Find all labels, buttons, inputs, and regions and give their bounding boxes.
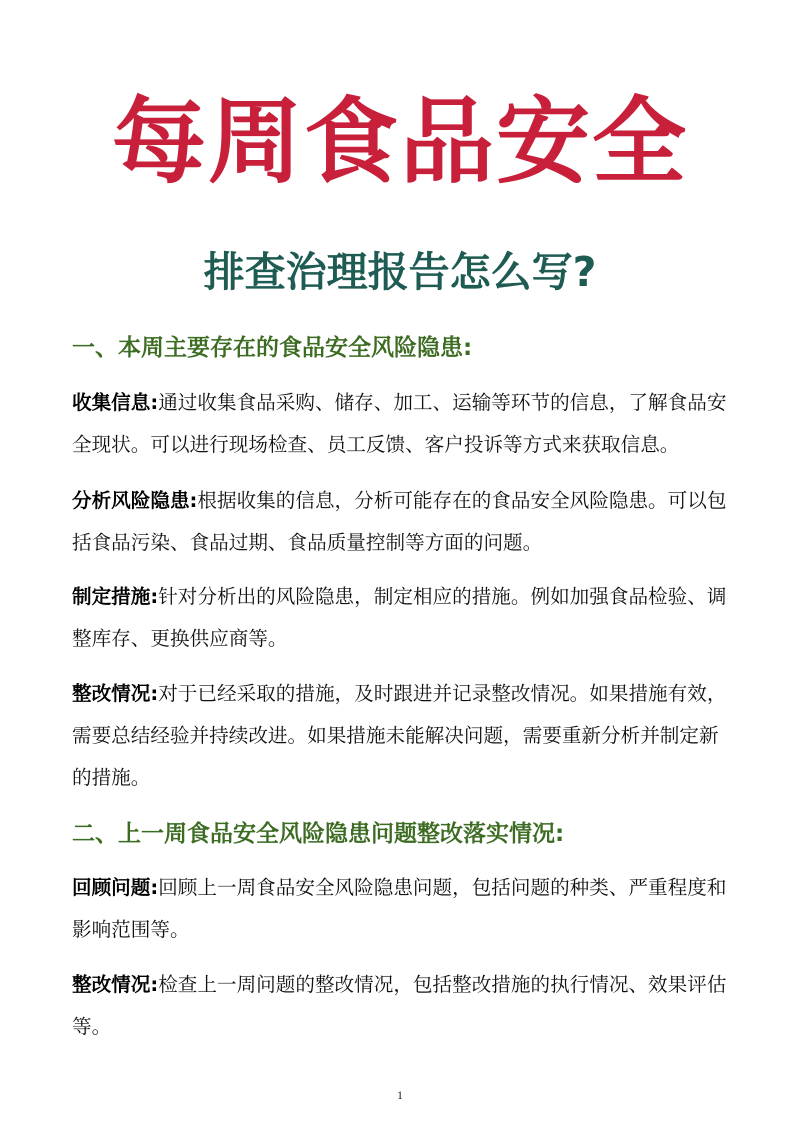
paragraph-text: 回顾上一周食品安全风险隐患问题，包括问题的种类、严重程度和影响范围等。: [72, 876, 727, 941]
paragraph-rectification: [72, 673, 732, 799]
paragraph-rectification-check: [72, 964, 732, 1048]
paragraph-lead: 收集信息:: [72, 391, 159, 414]
paragraph-lead: 整改情况:: [72, 682, 159, 705]
page-subtitle: 排查治理报告怎么写?: [203, 248, 597, 296]
page-title: 每周食品安全: [111, 88, 688, 197]
page-number: 1: [397, 1088, 403, 1102]
paragraph-lead: 分析风险隐患:: [72, 489, 198, 512]
paragraph-measures: [72, 576, 732, 660]
paragraph-lead: 制定措施:: [72, 585, 159, 608]
section-heading-2: 二、上一周食品安全风险隐患问题整改落实情况:: [72, 821, 565, 847]
paragraph-lead: 回顾问题:: [72, 876, 159, 899]
paragraph-text: 对于已经采取的措施，及时跟进并记录整改情况。如果措施有效，需要总结经验并持续改进。如果措施未能解决问题，需要重新分析并制定新的措施。: [72, 682, 727, 789]
paragraph-text: 通过收集食品采购、储存、加工、运输等环节的信息，了解食品安全现状。可以进行现场检查、员工反馈、客户投诉等方式来获取信息。: [72, 391, 727, 456]
paragraph-analyze-risk: [72, 480, 732, 564]
paragraph-collect-info: [72, 382, 732, 466]
paragraph-text: 根据收集的信息，分析可能存在的食品安全风险隐患。可以包括食品污染、食品过期、食品质量控制等方面的问题。: [72, 489, 727, 554]
paragraph-text: 检查上一周问题的整改情况，包括整改措施的执行情况、效果评估等。: [72, 973, 727, 1038]
paragraph-review-issues: [72, 867, 732, 951]
paragraph-text: 针对分析出的风险隐患，制定相应的措施。例如加强食品检验、调整库存、更换供应商等。: [72, 585, 727, 650]
paragraph-lead: 整改情况:: [72, 973, 159, 996]
section-heading-1: 一、本周主要存在的食品安全风险隐患:: [72, 335, 473, 361]
